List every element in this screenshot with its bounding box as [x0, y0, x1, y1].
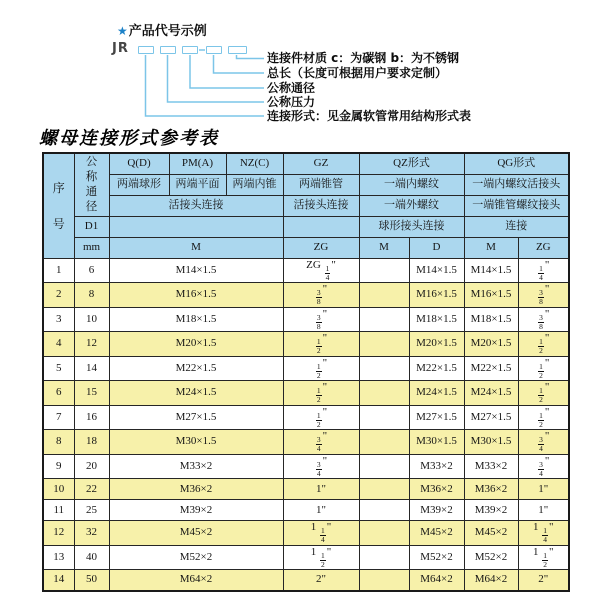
cell-qz-m	[359, 332, 409, 357]
cell-gz-zg: 1"	[283, 500, 359, 521]
cell-gz-zg: $\frac{3}{8}$ "	[283, 307, 359, 332]
header-qg-connect: 连接	[464, 216, 569, 237]
fraction: $\frac{1}{2}$	[321, 550, 325, 569]
code-box-4	[206, 46, 222, 54]
code-label-material: 连接件材质 c：为碳钢 b：为不锈钢	[267, 51, 460, 65]
fraction: $\frac{3}{8}$	[316, 288, 321, 307]
code-label-connection: 连接形式：见金属软管常用结构形式表	[267, 109, 472, 123]
cell-qz-d: M33×2	[409, 454, 464, 479]
cell-qg-m: M33×2	[464, 454, 518, 479]
fraction: $\frac{3}{4}$	[539, 435, 543, 454]
fraction: $\frac{3}{4}$	[316, 435, 321, 454]
table-row	[43, 430, 569, 455]
cell-m: M64×2	[109, 570, 283, 591]
table-row	[43, 356, 569, 381]
cell-dn: 14	[74, 356, 109, 381]
header-dn: 公称通径	[74, 153, 109, 216]
cell-m: M16×1.5	[109, 283, 283, 308]
fraction: $\frac{1}{2}$	[543, 550, 548, 569]
cell-dn: 15	[74, 381, 109, 406]
code-box-2	[160, 46, 176, 54]
cell-gz-zg: $\frac{3}{4}$ "	[283, 454, 359, 479]
header-qg-sub2: 一端锥管螺纹接头	[464, 195, 569, 216]
header-gz-sub: 两端锥管	[283, 174, 359, 195]
fraction: $\frac{3}{8}$	[316, 312, 321, 331]
cell-dn: 18	[74, 430, 109, 455]
table-row	[43, 479, 569, 500]
header-nz-sub: 两端内锥	[226, 174, 283, 195]
cell-qg-zg: $\frac{1}{2}$ "	[518, 405, 569, 430]
header-qz-m: M	[359, 237, 409, 258]
cell-qz-d: M30×1.5	[409, 430, 464, 455]
cell-qg-m: M36×2	[464, 479, 518, 500]
cell-m: M18×1.5	[109, 307, 283, 332]
cell-qg-m: M64×2	[464, 570, 518, 591]
cell-m: M14×1.5	[109, 258, 283, 283]
code-box-1	[138, 46, 154, 54]
cell-gz-zg: 2"	[283, 570, 359, 591]
cell-qz-m	[359, 479, 409, 500]
cell-qz-m	[359, 521, 409, 546]
cell-qz-m	[359, 454, 409, 479]
cell-gz-zg: $\frac{1}{2}$ "	[283, 405, 359, 430]
cell-qg-zg: 1"	[518, 500, 569, 521]
cell-dn: 6	[74, 258, 109, 283]
product-code-prefix: JR	[112, 41, 129, 56]
cell-qz-d: M45×2	[409, 521, 464, 546]
cell-qg-zg: 1"	[518, 479, 569, 500]
header-zg: ZG	[283, 237, 359, 258]
header-q-sub: 两端球形	[109, 174, 169, 195]
cell-qz-m	[359, 258, 409, 283]
cell-m: M22×1.5	[109, 356, 283, 381]
cell-m: M30×1.5	[109, 430, 283, 455]
cell-no: 14	[43, 570, 74, 591]
table-row	[43, 500, 569, 521]
cell-no: 1	[43, 258, 74, 283]
cell-qz-m	[359, 405, 409, 430]
cell-qg-zg: $\frac{3}{8}$ "	[518, 307, 569, 332]
cell-qz-m	[359, 283, 409, 308]
table-row	[43, 283, 569, 308]
cell-qg-m: M22×1.5	[464, 356, 518, 381]
code-label-diameter: 公称通径	[267, 81, 316, 95]
nut-connection-reference-table	[42, 152, 570, 592]
header-qg-zg: ZG	[518, 237, 569, 258]
header-empty-gz	[283, 216, 359, 237]
header-live-joint: 活接头连接	[109, 195, 283, 216]
header-seq: 序号	[43, 153, 74, 258]
code-box-3	[182, 46, 198, 54]
table-row	[43, 521, 569, 546]
fraction: $\frac{1}{2}$	[539, 386, 543, 405]
fraction: $\frac{1}{2}$	[316, 337, 321, 356]
cell-no: 8	[43, 430, 74, 455]
cell-dn: 50	[74, 570, 109, 591]
cell-dn: 22	[74, 479, 109, 500]
table-row	[43, 454, 569, 479]
cell-qg-zg: $\frac{1}{4}$ "	[518, 258, 569, 283]
cell-dn: 16	[74, 405, 109, 430]
cell-qz-d: M20×1.5	[409, 332, 464, 357]
fraction: $\frac{3}{8}$	[539, 312, 543, 331]
cell-m: M52×2	[109, 545, 283, 570]
fraction: $\frac{1}{2}$	[539, 410, 543, 429]
fraction: $\frac{1}{2}$	[539, 361, 543, 380]
cell-qg-m: M27×1.5	[464, 405, 518, 430]
table-row	[43, 258, 569, 283]
cell-qg-m: M52×2	[464, 545, 518, 570]
cell-no: 3	[43, 307, 74, 332]
table-row	[43, 570, 569, 591]
fraction: $\frac{1}{2}$	[316, 361, 321, 380]
code-label-length: 总长（长度可根据用户要求定制）	[267, 66, 448, 80]
fraction: $\frac{1}{2}$	[316, 386, 321, 405]
cell-qz-d: M36×2	[409, 479, 464, 500]
cell-qg-zg: $\frac{1}{2}$ "	[518, 381, 569, 406]
cell-qg-m: M20×1.5	[464, 332, 518, 357]
header-ball-joint: 球形接头连接	[359, 216, 464, 237]
cell-m: M24×1.5	[109, 381, 283, 406]
cell-dn: 12	[74, 332, 109, 357]
fraction: $\frac{3}{8}$	[539, 288, 543, 307]
header-gz: GZ	[283, 153, 359, 174]
cell-qz-m	[359, 307, 409, 332]
code-box-5	[228, 46, 247, 54]
cell-no: 9	[43, 454, 74, 479]
cell-gz-zg: 1 $\frac{1}{4}$ "	[283, 521, 359, 546]
fraction: $\frac{1}{4}$	[543, 526, 548, 545]
table-row	[43, 332, 569, 357]
cell-qg-m: M39×2	[464, 500, 518, 521]
cell-dn: 20	[74, 454, 109, 479]
cell-gz-zg: 1"	[283, 479, 359, 500]
diagram-title	[117, 20, 207, 39]
cell-qz-d: M64×2	[409, 570, 464, 591]
cell-qz-d: M24×1.5	[409, 381, 464, 406]
cell-gz-zg: $\frac{3}{8}$ "	[283, 283, 359, 308]
cell-qg-zg: 1 $\frac{1}{2}$ "	[518, 545, 569, 570]
cell-no: 6	[43, 381, 74, 406]
cell-qg-m: M45×2	[464, 521, 518, 546]
table-title: 螺母连接形式参考表	[39, 128, 219, 149]
table-header	[43, 153, 569, 258]
star-icon: ★	[117, 24, 128, 38]
cell-m: M33×2	[109, 454, 283, 479]
header-qz-form: QZ形式	[359, 153, 464, 174]
cell-qz-d: M14×1.5	[409, 258, 464, 283]
header-qz-d: D	[409, 237, 464, 258]
cell-dn: 25	[74, 500, 109, 521]
header-empty-qpmnz	[109, 216, 283, 237]
cell-qz-m	[359, 545, 409, 570]
table-body	[43, 258, 569, 591]
cell-qg-m: M30×1.5	[464, 430, 518, 455]
fraction: $\frac{3}{4}$	[316, 459, 321, 478]
header-pm-sub: 两端平面	[169, 174, 226, 195]
cell-qz-d: M22×1.5	[409, 356, 464, 381]
header-gz-live-joint: 活接头连接	[283, 195, 359, 216]
cell-gz-zg: $\frac{1}{2}$ "	[283, 332, 359, 357]
table-row	[43, 545, 569, 570]
cell-qz-m	[359, 356, 409, 381]
table-row	[43, 307, 569, 332]
cell-no: 2	[43, 283, 74, 308]
header-qz-sub: 一端内螺纹	[359, 174, 464, 195]
cell-m: M45×2	[109, 521, 283, 546]
cell-dn: 10	[74, 307, 109, 332]
cell-qz-m	[359, 570, 409, 591]
cell-qz-d: M39×2	[409, 500, 464, 521]
cell-qz-d: M52×2	[409, 545, 464, 570]
code-label-pressure: 公称压力	[267, 95, 316, 109]
cell-dn: 32	[74, 521, 109, 546]
cell-dn: 40	[74, 545, 109, 570]
cell-gz-zg: ZG $\frac{1}{4}$ "	[283, 258, 359, 283]
cell-qg-m: M24×1.5	[464, 381, 518, 406]
cell-qg-m: M18×1.5	[464, 307, 518, 332]
cell-gz-zg: 1 $\frac{1}{2}$ "	[283, 545, 359, 570]
cell-m: M36×2	[109, 479, 283, 500]
cell-qg-zg: $\frac{3}{4}$ "	[518, 454, 569, 479]
fraction: $\frac{1}{2}$	[316, 410, 321, 429]
header-qg-form: QG形式	[464, 153, 569, 174]
cell-no: 11	[43, 500, 74, 521]
cell-m: M39×2	[109, 500, 283, 521]
cell-no: 13	[43, 545, 74, 570]
cell-qg-zg: $\frac{1}{2}$ "	[518, 332, 569, 357]
cell-no: 5	[43, 356, 74, 381]
cell-qz-m	[359, 381, 409, 406]
cell-no: 10	[43, 479, 74, 500]
cell-gz-zg: $\frac{1}{2}$ "	[283, 356, 359, 381]
header-m: M	[109, 237, 283, 258]
cell-qz-d: M18×1.5	[409, 307, 464, 332]
cell-gz-zg: $\frac{3}{4}$ "	[283, 430, 359, 455]
cell-qg-zg: 2"	[518, 570, 569, 591]
cell-m: M27×1.5	[109, 405, 283, 430]
cell-qg-zg: 1 $\frac{1}{4}$ "	[518, 521, 569, 546]
table-row	[43, 405, 569, 430]
cell-qg-m: M14×1.5	[464, 258, 518, 283]
cell-qz-d: M16×1.5	[409, 283, 464, 308]
cell-dn: 8	[74, 283, 109, 308]
fraction: $\frac{1}{4}$	[539, 263, 543, 282]
cell-qz-m	[359, 500, 409, 521]
table-row	[43, 381, 569, 406]
cell-qg-zg: $\frac{1}{2}$ "	[518, 356, 569, 381]
cell-m: M20×1.5	[109, 332, 283, 357]
cell-qz-m	[359, 430, 409, 455]
cell-no: 7	[43, 405, 74, 430]
cell-qg-m: M16×1.5	[464, 283, 518, 308]
diagram-title-text: 产品代号示例	[128, 24, 207, 39]
header-nz-c: NZ(C)	[226, 153, 283, 174]
fraction: $\frac{1}{4}$	[325, 263, 330, 282]
header-mm: mm	[74, 237, 109, 258]
fraction: $\frac{3}{4}$	[539, 459, 543, 478]
header-d1: D1	[74, 216, 109, 237]
fraction: $\frac{1}{4}$	[321, 526, 325, 545]
header-pm-a: PM(A)	[169, 153, 226, 174]
cell-no: 4	[43, 332, 74, 357]
cell-qz-d: M27×1.5	[409, 405, 464, 430]
header-qg-m: M	[464, 237, 518, 258]
cell-qg-zg: $\frac{3}{4}$ "	[518, 430, 569, 455]
header-q-d: Q(D)	[109, 153, 169, 174]
header-qg-sub: 一端内螺纹活接头	[464, 174, 569, 195]
cell-no: 12	[43, 521, 74, 546]
header-qz-sub2: 一端外螺纹	[359, 195, 464, 216]
cell-qg-zg: $\frac{3}{8}$ "	[518, 283, 569, 308]
cell-gz-zg: $\frac{1}{2}$ "	[283, 381, 359, 406]
fraction: $\frac{1}{2}$	[539, 337, 543, 356]
